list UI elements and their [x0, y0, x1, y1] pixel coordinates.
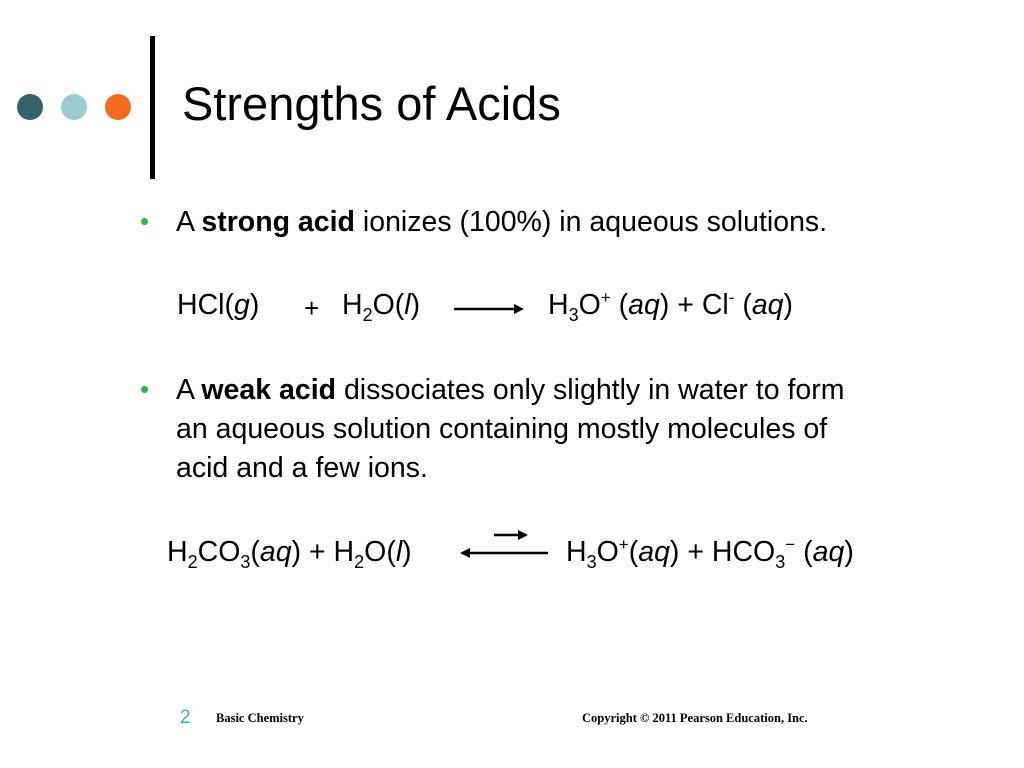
decor-dot-dark-teal: [17, 94, 43, 120]
bullet-1-lead: A: [176, 206, 202, 238]
bullet-2-text: [176, 370, 844, 410]
bullet-1-term: strong acid: [201, 206, 355, 238]
equation-plus: +: [304, 293, 320, 323]
bullet-2-lead: A: [176, 374, 202, 406]
slide-number: 2: [180, 707, 191, 728]
bullet-2-term: weak acid: [201, 374, 337, 406]
bullet-2-line-2: an aqueous solution containing mostly molecules of: [176, 413, 828, 445]
equilibrium-arrows-icon: [458, 529, 550, 559]
footer-course-name: Basic Chemistry: [216, 711, 304, 725]
equation-strong-acid-left: HCl(g): [177, 289, 260, 321]
bullet-1-rest: ionizes (100%) in aqueous solutions.: [354, 206, 828, 238]
bullet-marker-2: •: [140, 374, 150, 404]
decor-dot-orange: [105, 94, 131, 120]
equation-strong-acid-products: $H_3O^+$ (aq) + Cl- (aq): [548, 288, 794, 325]
decor-dot-light-teal: [61, 94, 87, 120]
bullet-marker-1: •: [140, 206, 150, 236]
title-divider-line: [150, 36, 155, 179]
equation-weak-acid-products: $H_3O^+(aq) + HCO_3^-$ (aq): [566, 535, 854, 572]
slide-title: Strengths of Acids: [182, 77, 561, 130]
equation-water: $H_2O(l)$: [342, 289, 421, 325]
bullet-2-rest: dissociates only slightly in water to form: [336, 374, 845, 406]
footer-copyright: Copyright © 2011 Pearson Education, Inc.: [582, 711, 808, 725]
bullet-2-line-3: acid and a few ions.: [176, 452, 428, 484]
forward-arrow-icon: [452, 302, 524, 316]
bullet-1-text: [176, 202, 827, 242]
equation-weak-acid-reactants: $H_2CO_3(aq) + H_2O(l)$: [167, 536, 412, 572]
